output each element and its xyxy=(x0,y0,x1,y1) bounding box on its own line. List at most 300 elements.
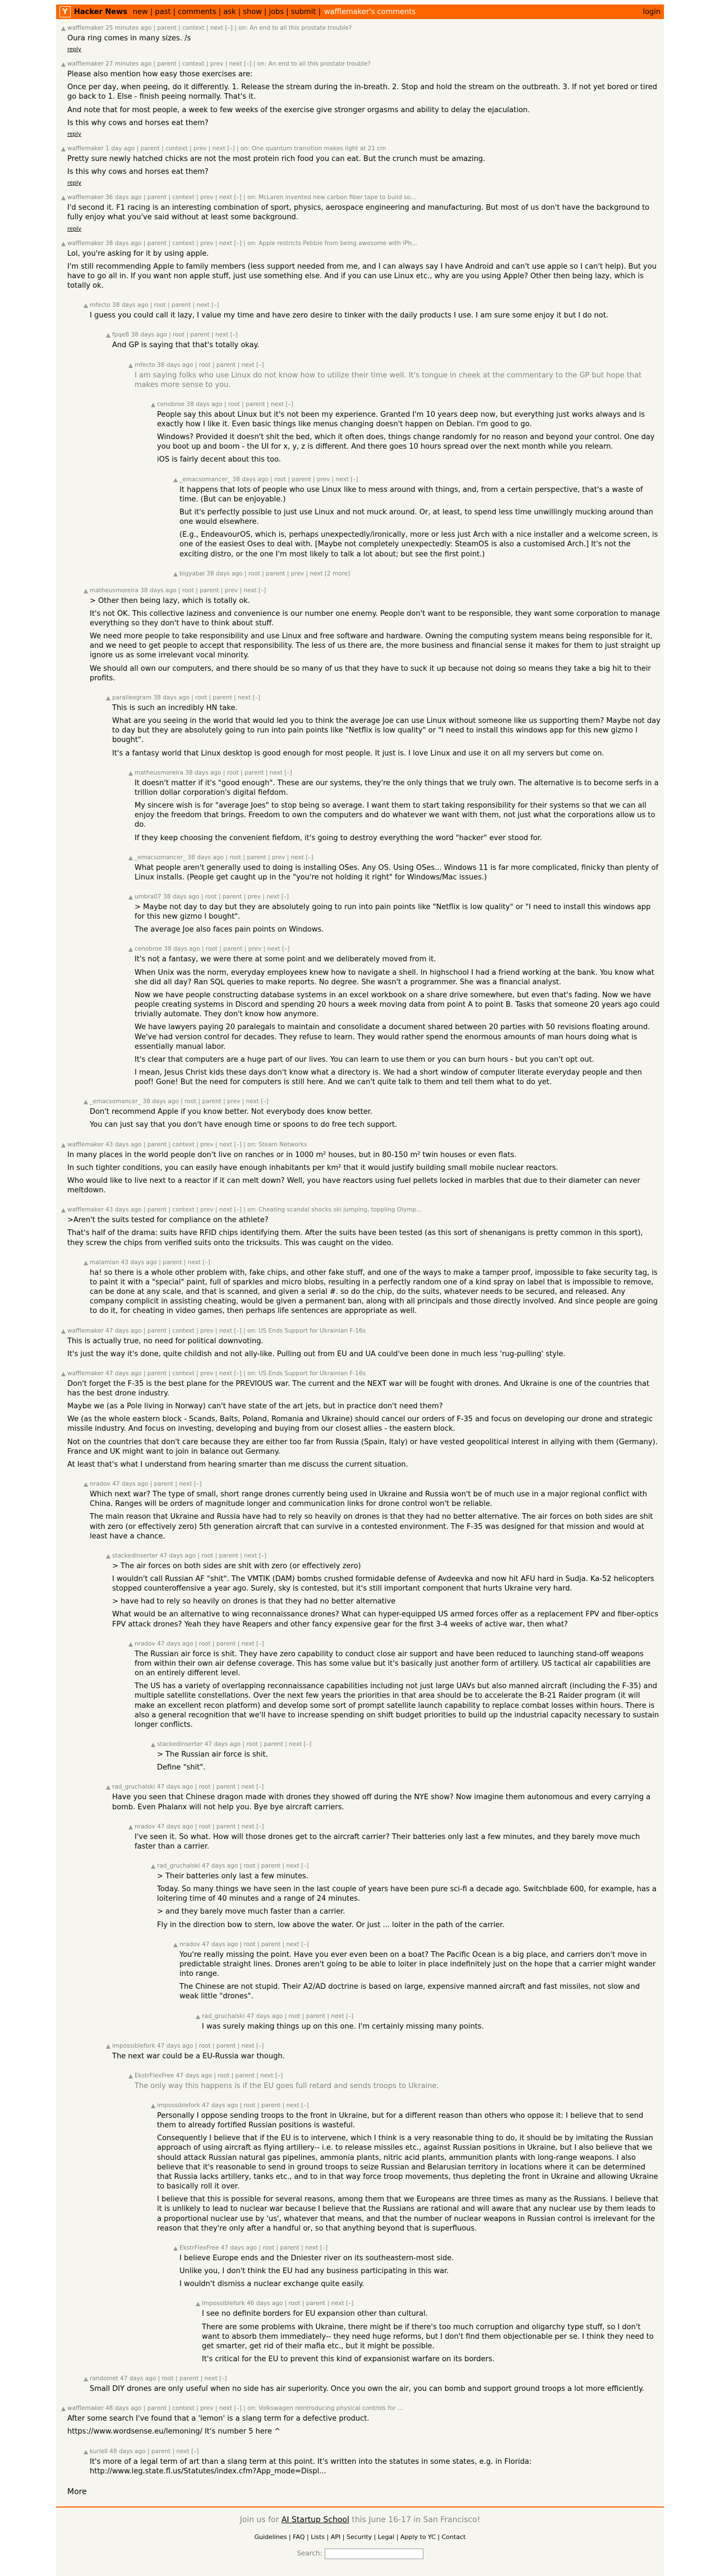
upvote-arrow-icon[interactable] xyxy=(61,62,66,67)
comment-age[interactable]: 47 days ago xyxy=(204,1741,241,1748)
comment-actions[interactable]: | parent | context | prev | next [–] | xyxy=(143,2405,246,2412)
comment-meta xyxy=(67,240,661,247)
comment-age[interactable]: 47 days ago xyxy=(176,2072,213,2079)
comment-actions[interactable]: | root | parent | next [–] xyxy=(259,2244,328,2251)
story-link[interactable]: on: Cheating scandal shocks ski jumping, toppling Olymp... xyxy=(247,1206,422,1214)
comment-actions[interactable]: | parent | next [–] xyxy=(159,1259,210,1266)
comment-user[interactable]: stackedinserter xyxy=(157,1741,203,1748)
comment-age[interactable]: 38 days ago xyxy=(232,476,269,483)
comment-age[interactable]: 43 days ago xyxy=(105,1206,142,1214)
comment-user[interactable]: paralleogram xyxy=(112,694,152,701)
story-link[interactable]: on: Steam Networks xyxy=(247,1141,307,1148)
comment-paragraph: I've seen it. So what. How will those drones get to the aircraft carrier? Their batteries only last a few minutes, and they barely move much faster than a carrier. xyxy=(135,1832,640,1851)
vote-column xyxy=(172,1941,179,2005)
comment-meta xyxy=(67,1141,661,1148)
upvote-arrow-icon[interactable] xyxy=(196,2302,200,2306)
comment-meta xyxy=(135,893,661,900)
comment-user[interactable]: umbra07 xyxy=(135,893,161,900)
vote-column xyxy=(127,946,135,1090)
comment-actions[interactable]: | root | parent | prev | next [–] xyxy=(270,476,358,483)
comment xyxy=(172,1941,661,2005)
comment-actions[interactable]: | parent | context | prev | next [–] | xyxy=(143,1141,246,1148)
upvote-arrow-icon[interactable] xyxy=(106,1785,110,1790)
comment-body xyxy=(179,476,661,563)
comment-text xyxy=(67,154,661,177)
reply-link[interactable]: reply xyxy=(67,47,82,53)
nav-link-new[interactable]: new xyxy=(132,7,148,16)
comment-user[interactable]: mfecto xyxy=(135,361,155,368)
comment-text xyxy=(67,249,661,291)
comment-actions[interactable]: | parent | context | prev | next [–] | xyxy=(153,61,256,68)
footer-link[interactable]: Security xyxy=(346,2533,372,2541)
comment xyxy=(127,893,661,938)
upvote-arrow-icon[interactable] xyxy=(151,2104,155,2108)
comment-age[interactable]: 1 day ago xyxy=(105,145,135,152)
comment-age[interactable]: 47 days ago xyxy=(202,1941,238,1948)
comment-actions[interactable]: | parent | context | prev | next [–] | xyxy=(143,1327,246,1334)
comment-user[interactable]: rad_gruchalski xyxy=(112,1784,155,1791)
comment-meta xyxy=(112,2043,661,2049)
comment-actions[interactable]: | root | parent | next [–] xyxy=(191,694,261,701)
comment-actions[interactable]: | root | parent | prev | next [–] xyxy=(201,946,290,953)
upvote-arrow-icon[interactable] xyxy=(84,1100,88,1104)
upvote-arrow-icon[interactable] xyxy=(128,856,133,860)
comment-body xyxy=(90,2375,661,2397)
nav-link-past[interactable]: past xyxy=(155,7,171,16)
footer-link[interactable]: Contact xyxy=(441,2533,466,2541)
comment xyxy=(172,570,661,579)
comment xyxy=(82,2448,661,2480)
comment-actions[interactable]: | parent | next [–] xyxy=(150,1481,202,1488)
comment-paragraph: The average Joe also faces pain points on Windows. xyxy=(135,925,324,934)
comment-text xyxy=(67,1379,661,1469)
upvote-arrow-icon[interactable] xyxy=(106,696,110,701)
comment-user[interactable]: wafflemaker xyxy=(67,1327,104,1334)
comment-actions[interactable]: | root | parent | next [–] xyxy=(223,769,292,776)
comment-actions[interactable]: | root | parent | prev | next [–] xyxy=(181,1098,269,1105)
comment-age[interactable]: 47 days ago xyxy=(105,1327,142,1334)
comment-paragraph: I mean, Jesus Christ kids these days don't know what a directory is. We had a short window of computer literate everyday people and then poof! Gone! But the need for computers is still here. And we can't quite talk to them and tell them what to do yet. xyxy=(135,1068,642,1087)
comment-age[interactable]: 46 days ago xyxy=(247,2300,283,2307)
comment-age[interactable]: 47 days ago xyxy=(120,2375,156,2383)
comment-meta xyxy=(67,2405,661,2412)
comment-paragraph: Consequently I believe that if the EU is to intervene, which I think is a very reasonable thing to do, it should be by imitating the Russian approach of using aircraft as flying artillery-- i.e. to release missiles etc., against Russian positions in Ukraine, but I also believe that we should attack Russian natural gas pipelines, ammonia plants, nitric acid plants, ammunition plants with long-range weapons. I also believe that it's reasonable to send in ground troops to seize Russian and Belarusian territory in locations where it can be determined that Russia lacks artillery, tanks etc., and to in that way force troop movements, thus depleting the front in Ukraine and allowing Ukraine to basically roll it over. xyxy=(157,2134,658,2191)
upvote-arrow-icon[interactable] xyxy=(106,333,110,338)
comment xyxy=(59,2405,661,2440)
comment-age[interactable]: 38 days ago xyxy=(153,694,190,701)
comment-user[interactable]: cenobroe xyxy=(157,400,184,408)
upvote-arrow-icon[interactable] xyxy=(61,1208,66,1213)
comment-user[interactable]: EkstrFlexFree xyxy=(179,2244,219,2251)
comment xyxy=(59,61,661,137)
upvote-arrow-icon[interactable] xyxy=(61,1143,66,1148)
comment-actions[interactable]: | root | parent | next [–] xyxy=(284,2012,354,2020)
vote-column xyxy=(82,2448,90,2480)
comment-age[interactable]: 47 days ago xyxy=(246,2012,283,2020)
comment-age[interactable]: 38 days ago xyxy=(185,769,221,776)
comment xyxy=(194,2013,661,2035)
comment-user[interactable]: impossiblefork xyxy=(112,2042,155,2049)
footer-link[interactable]: API xyxy=(330,2533,341,2541)
upvote-arrow-icon[interactable] xyxy=(128,947,133,952)
vote-column xyxy=(172,570,179,579)
comment-meta xyxy=(157,1863,661,1869)
vote-column xyxy=(149,2102,157,2237)
comment-paragraph: People say this about Linux but it's not been my experience. Granted I'm 10 years deep now, but everything just works always and is exactly how I like it. Even basic things like menus changing doesn't happen on Debian. I'm good to go. xyxy=(157,410,645,428)
comment-body xyxy=(112,1784,661,1815)
comment-user[interactable]: kurlell xyxy=(90,2448,108,2455)
nav-link-submit[interactable]: submit xyxy=(290,7,316,16)
comment-age[interactable]: 38 days ago xyxy=(187,854,224,861)
comment-user[interactable]: bigyabai xyxy=(179,570,205,577)
yc-event-link[interactable]: AI Startup School xyxy=(281,2515,349,2524)
vote-column xyxy=(82,2375,90,2397)
comment-user[interactable]: wafflemaker xyxy=(67,194,104,201)
upvote-arrow-icon[interactable] xyxy=(151,1743,155,1747)
comment-user[interactable]: randoinet xyxy=(90,2375,118,2383)
comment-paragraph: >Aren't the suits tested for compliance on the athlete? xyxy=(67,1216,269,1225)
comment-paragraph: > Other then being lazy, which is totally ok. xyxy=(90,596,250,605)
nav-separator: | xyxy=(284,7,291,16)
comment-meta xyxy=(135,1640,661,1647)
footer-separator: | xyxy=(340,2533,347,2541)
footer-link[interactable]: Apply to YC xyxy=(400,2533,436,2541)
comment-user[interactable]: impossiblefork xyxy=(157,2102,200,2109)
comment-actions[interactable]: | parent | context | prev | next [–] | xyxy=(143,1370,246,1377)
comment-paragraph: Not on the countries that don't care because they are either too far from Russia (Spain, Italy) or have vested geopolitical interest in allying with them (Germany). France and UK might want to join in balance out Germany. xyxy=(67,1437,658,1456)
comment-actions[interactable]: | parent | context | next [–] | xyxy=(153,25,237,31)
comment-actions[interactable]: | root | parent | next [–] xyxy=(195,1640,264,1647)
y-logo[interactable]: Y xyxy=(59,6,71,17)
nav-link-ask[interactable]: ask xyxy=(223,7,236,16)
comment-user[interactable]: nradov xyxy=(179,1941,200,1948)
comment-meta xyxy=(157,2102,661,2109)
vote-column xyxy=(59,1370,67,1473)
story-link[interactable]: on: Apple restricts Pebble from being awesome with iPh... xyxy=(247,239,418,247)
comment-age[interactable]: 47 days ago xyxy=(201,1862,238,1869)
comment-age[interactable]: 43 days ago xyxy=(121,1259,157,1266)
comment-user[interactable]: rad_gruchalski xyxy=(157,1862,200,1869)
comment-user[interactable]: _emacsomancer_ xyxy=(135,854,186,861)
comment-actions[interactable]: | root | parent | prev | next [–] xyxy=(201,893,289,900)
footer-link[interactable]: FAQ xyxy=(293,2533,305,2541)
vote-column xyxy=(59,145,67,186)
comment xyxy=(172,2245,661,2292)
login-link[interactable]: login xyxy=(643,7,661,16)
comment xyxy=(172,476,661,563)
vote-column xyxy=(59,61,67,137)
comment-paragraph: ha! so there is a whole other problem with, fake chips, and other fake stuff, and one of the ways to make a tamper proof, impossible to fake security tag, is to paint it with a "special" paint, full of sparkles and micro blobs, resulting in a perfectly random one of a kind spray on label that is impossible to remove, can be done at any scale, and that is scanned, and given a serial #. so do the chip, do the suits, whatever needs to be secured, and released. Any company complicit in assisting cheating, would be given a permanent ban, along with all principals and those directly involved. And since people are going to do it, for cheating in video games, then perhaps life sentences are appropriate as well. xyxy=(90,1268,658,1316)
upvote-arrow-icon[interactable] xyxy=(61,1372,66,1376)
nav-link-show[interactable]: show xyxy=(243,7,262,16)
comment-paragraph: Pretty sure newly hatched chicks are not the most protein rich food you can eat. But the crunch must be amazing. xyxy=(67,154,486,163)
comment xyxy=(59,194,661,232)
upvote-arrow-icon[interactable] xyxy=(151,1864,155,1869)
comment-age[interactable]: 38 days ago xyxy=(164,946,200,953)
comment xyxy=(59,1141,661,1199)
comment-text xyxy=(67,1337,661,1359)
upvote-arrow-icon[interactable] xyxy=(173,572,178,577)
comment-paragraph: Which next war? The type of small, short range drones currently being used in Ukraine and Russia won't be of much use in a major regional conflict with China. Ranges will be orders of magnitude longer and communication links for drone control won't be reliable. xyxy=(90,1490,648,1509)
upvote-arrow-icon[interactable] xyxy=(128,363,133,368)
comment-age[interactable]: 47 days ago xyxy=(157,2042,193,2049)
more-link[interactable]: More xyxy=(67,2487,87,2496)
comment-actions[interactable]: | root | parent | next [–] xyxy=(214,2072,283,2079)
vote-column xyxy=(82,1098,90,1133)
comment-body xyxy=(67,1206,661,1251)
story-link[interactable]: on: US Ends Support for Ukrainian F-16s xyxy=(247,1370,366,1377)
comment-age[interactable]: 38 days ago xyxy=(142,1098,179,1105)
comment-actions[interactable]: | root | parent | next [–] xyxy=(239,1941,309,1948)
comment-age[interactable]: 47 days ago xyxy=(220,2244,257,2251)
comment-text xyxy=(179,2254,661,2289)
comment-user[interactable]: matheusmoreira xyxy=(90,587,139,594)
comment-actions[interactable]: | root | parent | next [–] xyxy=(195,2042,264,2049)
comment-age[interactable]: 38 days ago xyxy=(140,587,177,594)
comment-text xyxy=(112,2052,661,2061)
comment-actions[interactable]: | root | parent | next [–] xyxy=(158,2375,227,2383)
upvote-arrow-icon[interactable] xyxy=(61,26,66,31)
upvote-arrow-icon[interactable] xyxy=(84,2450,88,2454)
comment-age[interactable]: 38 days ago xyxy=(112,302,149,309)
comment-actions[interactable]: | root | parent | prev | next [–] xyxy=(225,854,313,861)
vote-column xyxy=(59,194,67,232)
comment-age[interactable]: 36 days ago xyxy=(105,194,142,201)
search-input[interactable] xyxy=(325,2549,423,2559)
comment-meta xyxy=(90,302,661,308)
story-link[interactable]: on: McLaren invented new carbon fiber tape to build so... xyxy=(247,194,416,201)
comment-paragraph: Have you seen that Chinese dragon made with drones they showed off during the NYE show? Now imagine them autonomous and every carrying a bomb. Even Phalanx will not help you. Bye bye aircraft carriers. xyxy=(112,1793,651,1812)
comment-age[interactable]: 38 days ago xyxy=(186,400,223,408)
nav-separator: | xyxy=(316,7,321,16)
comment-age[interactable]: 47 days ago xyxy=(202,2102,238,2109)
story-link[interactable]: on: An end to all this prostate trouble? xyxy=(238,25,352,31)
comment-body xyxy=(157,401,661,468)
upvote-arrow-icon[interactable] xyxy=(61,1329,66,1334)
upvote-arrow-icon[interactable] xyxy=(61,242,66,246)
comment-user[interactable]: stackedinserter xyxy=(112,1552,158,1559)
upvote-arrow-icon[interactable] xyxy=(196,2015,200,2019)
reply-link[interactable]: reply xyxy=(67,180,82,187)
upvote-arrow-icon[interactable] xyxy=(128,1642,133,1647)
upvote-arrow-icon[interactable] xyxy=(151,403,155,407)
footer-link[interactable]: Guidelines xyxy=(254,2533,287,2541)
comment-actions[interactable]: | parent | context | prev | next [–] | xyxy=(143,239,246,247)
comment-paragraph: Fly in the direction bow to stern, low above the water. Or just ... loiter in the path of the carrier. xyxy=(157,1920,505,1929)
comment-user[interactable]: nradov xyxy=(90,1481,110,1488)
comment-user[interactable]: wafflemaker xyxy=(67,1370,104,1377)
comment-actions[interactable]: | root | parent | next [–] xyxy=(195,1823,264,1830)
story-link[interactable]: on: One quantum transition makes light at 21 cm xyxy=(240,145,386,152)
comment-meta xyxy=(90,587,661,594)
upvote-arrow-icon[interactable] xyxy=(128,2074,133,2079)
reply-link[interactable]: reply xyxy=(67,131,82,137)
upvote-arrow-icon[interactable] xyxy=(173,2246,178,2251)
upvote-arrow-icon[interactable] xyxy=(128,1825,133,1830)
comment-actions[interactable]: | root | parent | next [–] xyxy=(169,331,238,339)
comment-age[interactable]: 38 days ago xyxy=(157,361,193,368)
comment-actions[interactable]: | parent | context | prev | next [–] | xyxy=(143,1206,246,1214)
comment-paragraph: I'm still recommending Apple to family members (less support needed from me, and I can always say I have Android and can't use apple so I can't help). But you have to go all in. If you want non apple stuff, just use something else. And if you can use Linux etc., why are you using Apple? Other then being lazy, which is totally ok. xyxy=(67,262,657,291)
comment-age[interactable]: 38 days ago xyxy=(105,239,142,247)
comment-user[interactable]: wafflemaker xyxy=(67,2405,104,2412)
comment-age[interactable]: 47 days ago xyxy=(157,1640,193,1647)
comment-paragraph: I believe Europe ends and the Dniester river on its southeastern-most side. xyxy=(179,2254,454,2262)
page-user-title: wafflemaker's comments xyxy=(324,7,416,16)
comment-age[interactable]: 48 days ago xyxy=(109,2448,146,2455)
comment-actions[interactable]: | root | parent | next [–] xyxy=(242,1741,312,1748)
comment-actions[interactable]: | root | parent | prev | next [2 more] xyxy=(244,570,350,577)
comment-user[interactable]: nradov xyxy=(135,1823,155,1830)
comment xyxy=(82,1098,661,1133)
comment-age[interactable]: 43 days ago xyxy=(105,1141,142,1148)
comment-paragraph: Now we have people constructing database systems in an excel workbook on a share drive somewhere, but even that's fading. Now we have people creating systems in Discord and spending 20 hours a week moving data from point A to point B. Tasks that someone 20 years ago could trivially automate. They don't know how anymore. xyxy=(135,990,660,1019)
comment-actions[interactable]: | root | parent | next [–] xyxy=(284,2300,354,2307)
comment xyxy=(59,1206,661,1251)
upvote-arrow-icon[interactable] xyxy=(84,589,88,593)
comment-age[interactable]: 47 days ago xyxy=(105,1370,142,1377)
comment-paragraph: Is this why cows and horses eat them? xyxy=(67,168,209,177)
upvote-arrow-icon[interactable] xyxy=(128,771,133,776)
comment-paragraph: We need more people to take responsibility and use Linux and free software and hardware. Owning the computing system means being responsible for it, and we need to get people to accept that responsibility. The less of us there are, the more business and financial sense it makes for them to just straight up ignore us as some irrelevant vocal minority. xyxy=(90,632,661,660)
comment-user[interactable]: _emacsomancer_ xyxy=(179,476,231,483)
comment-text xyxy=(67,1150,661,1196)
upvote-arrow-icon[interactable] xyxy=(106,2044,110,2049)
comment-meta xyxy=(67,145,661,152)
comment-text xyxy=(157,410,661,465)
comment-age[interactable]: 27 minutes ago xyxy=(105,61,152,68)
comment-age[interactable]: 25 minutes ago xyxy=(105,25,152,31)
comment-age[interactable]: 47 days ago xyxy=(159,1552,196,1559)
comment-actions[interactable]: | root | parent | prev | next [–] xyxy=(178,587,266,594)
upvote-arrow-icon[interactable] xyxy=(61,196,66,200)
upvote-arrow-icon[interactable] xyxy=(61,2407,66,2411)
comment-paragraph: The Chinese are not stupid. Their A2/AD doctrine is based on large, expensive manned aircraft and fast missiles, not slow and weak little "drones". xyxy=(179,1983,640,2001)
comment-actions[interactable]: | root | parent | next [–] xyxy=(195,361,264,368)
comment-actions[interactable]: | root | parent | next [–] xyxy=(150,302,219,309)
comment-paragraph: I'd second it. F1 racing is an interesting combination of sport, physics, aerospace engineering and manufacturing. But most of us don't have the background to fully enjoy what you've said without at least some background. xyxy=(67,204,650,222)
upvote-arrow-icon[interactable] xyxy=(106,1554,110,1559)
comment-user[interactable]: _emacsomancer_ xyxy=(90,1098,141,1105)
comment-user[interactable]: wafflemaker xyxy=(67,25,104,31)
footer-link[interactable]: Legal xyxy=(377,2533,395,2541)
yc-banner xyxy=(56,2515,664,2524)
comment-age[interactable]: 38 days ago xyxy=(131,331,167,339)
story-link[interactable]: on: US Ends Support for Ukrainian F-16s xyxy=(247,1327,366,1334)
upvote-arrow-icon[interactable] xyxy=(84,2377,88,2381)
comment-actions[interactable]: | root | parent | next [–] xyxy=(224,400,293,408)
story-link[interactable]: on: An end to all this prostate trouble? xyxy=(257,61,371,68)
story-link[interactable]: on: Volkswagen reintroducing physical controls for ... xyxy=(247,2405,404,2412)
comment-paragraph: We should all own our computers, and there should be so many of us that they have to suck it up because not doing so means they take a big hit to their profits. xyxy=(90,664,651,683)
comment-actions[interactable]: | root | parent | next [–] xyxy=(239,2102,309,2109)
nav-link-jobs[interactable]: jobs xyxy=(269,7,284,16)
upvote-arrow-icon[interactable] xyxy=(173,478,178,482)
comment-user[interactable]: EkstrFlexFree xyxy=(135,2072,174,2079)
footer-separator: | xyxy=(435,2533,442,2541)
reply-link[interactable]: reply xyxy=(67,225,82,232)
comment-body xyxy=(179,2245,661,2292)
comment-age[interactable]: 47 days ago xyxy=(157,1823,193,1830)
comment-actions[interactable]: | root | parent | next [–] xyxy=(239,1862,309,1869)
top-bar xyxy=(56,4,664,19)
comment-actions[interactable]: | root | parent | next [–] xyxy=(197,1552,267,1559)
comment-paragraph: What people aren't generally used to doing is installing OSes. Any OS. Using OSes... Windows 11 is far more complicated, finicky than plenty of Linux installs. (People get caught up in the "you're not holding it right" for Windows/Mac issues.) xyxy=(135,863,659,882)
comment-age[interactable]: 47 days ago xyxy=(112,1481,149,1488)
comment-paragraph: > Maybe not day to day but they are absolutely going to run into pain points like "Netflix is low quality" or "I need to install this windows app for this new gizmo I bought". xyxy=(135,902,651,921)
comment-actions[interactable]: | root | parent | next [–] xyxy=(195,1784,264,1791)
comment-paragraph: It's just the way it's done, quite childish and not ally-like. Pulling out from EU and UA could've been done in much less 'rug-pulling' style. xyxy=(67,1349,566,1358)
comment-body xyxy=(135,362,661,393)
comment xyxy=(127,769,661,846)
comment-user[interactable]: cenobroe xyxy=(135,946,162,953)
nav-link-comments[interactable]: comments xyxy=(178,7,216,16)
comment-user[interactable]: wafflemaker xyxy=(67,61,104,68)
comment-age[interactable]: 38 days ago xyxy=(163,893,200,900)
comment-user[interactable]: impossiblefork xyxy=(202,2300,245,2307)
comment-text xyxy=(135,2081,661,2091)
upvote-arrow-icon[interactable] xyxy=(61,147,66,151)
upvote-arrow-icon[interactable] xyxy=(84,303,88,308)
comment-text xyxy=(90,311,661,320)
comment xyxy=(82,1259,661,1320)
upvote-arrow-icon[interactable] xyxy=(84,1261,88,1265)
upvote-arrow-icon[interactable] xyxy=(173,1943,178,1947)
comment-paragraph: Please also mention how easy those exercises are: xyxy=(67,70,253,79)
comment-age[interactable]: 48 days ago xyxy=(105,2405,142,2412)
comment-body xyxy=(67,194,661,232)
site-title[interactable]: Hacker News xyxy=(74,7,127,16)
nav-links xyxy=(133,8,321,16)
comment-paragraph: Don't forget the F-35 is the best plane for the PREVIOUS war. The current and the NEXT war will be fought with drones. And Ukraine is one of the countries that has the best drone industry. xyxy=(67,1379,649,1398)
comment-paragraph: This is such an incredibly HN take. xyxy=(112,703,238,712)
comment-actions[interactable]: | parent | next [–] xyxy=(147,2448,199,2455)
comment-user[interactable]: wafflemaker xyxy=(67,1206,104,1214)
comment-meta xyxy=(90,1098,661,1105)
comment-body xyxy=(157,2102,661,2237)
comment-text xyxy=(90,1268,661,1316)
comment-user[interactable]: rad_gruchalski xyxy=(202,2012,245,2020)
footer-link[interactable]: Lists xyxy=(311,2533,325,2541)
comment-text xyxy=(90,596,661,683)
comment-actions[interactable]: | parent | context | prev | next [–] | xyxy=(136,145,239,152)
comment-paragraph: Personally I oppose sending troops to the front in Ukraine, but for a different reason than others who oppose it: I believe that to send them to already fortified Russian positions is wasteful. xyxy=(157,2112,644,2130)
comment-user[interactable]: wafflemaker xyxy=(67,1141,104,1148)
vote-column xyxy=(82,587,90,686)
comment-user[interactable]: matheusmoreira xyxy=(135,769,183,776)
upvote-arrow-icon[interactable] xyxy=(84,1482,88,1487)
comment-paragraph: It's more of a legal term of art than a slang term at this point. It's written into the statutes in some states, e.g. in Florida: http://www.leg.state.fl.us/Statutes/index.cfm?App_mode=Displ... xyxy=(90,2457,532,2476)
comment-user[interactable]: nradov xyxy=(135,1640,155,1647)
vote-column xyxy=(127,362,135,393)
comment-age[interactable]: 47 days ago xyxy=(156,1784,193,1791)
comment-user[interactable]: malamian xyxy=(90,1259,119,1266)
comment-user[interactable]: mfecto xyxy=(90,302,110,309)
comment-user[interactable]: fpqe8 xyxy=(112,331,130,339)
nav-separator: | xyxy=(147,7,155,16)
comment-meta xyxy=(67,61,661,67)
comment-user[interactable]: wafflemaker xyxy=(67,145,104,152)
comment-body xyxy=(90,1481,661,1545)
comment-actions[interactable]: | parent | context | prev | next [–] | xyxy=(143,194,246,201)
comment xyxy=(104,2043,661,2065)
comment-meta xyxy=(179,476,661,483)
comment xyxy=(194,2300,661,2367)
comment-age[interactable]: 38 days ago xyxy=(206,570,243,577)
comment-meta xyxy=(90,2448,661,2455)
upvote-arrow-icon[interactable] xyxy=(128,895,133,900)
comment-user[interactable]: wafflemaker xyxy=(67,239,104,247)
